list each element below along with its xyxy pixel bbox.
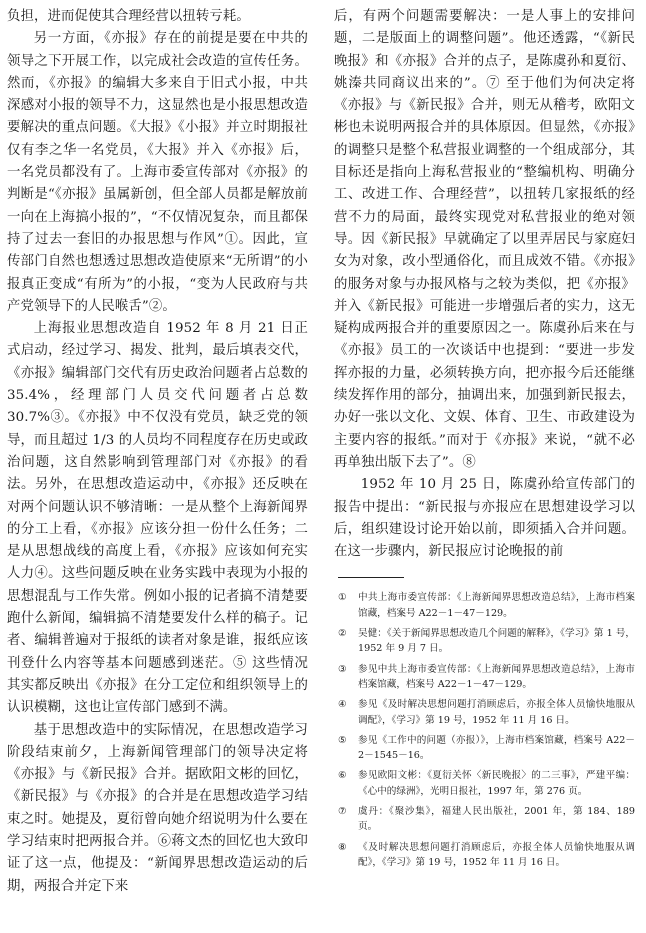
footnote-text: 虞丹：《聚沙集》，福建人民出版社，2001 年，第 184、189 页。 (358, 805, 635, 833)
right-column (334, 6, 635, 875)
footnote-text: 参见《及时解决思想问题打消顾虑后，亦报全体人员愉快地服从调配》，《学习》第 19 号，1952 年 11 月 16 日。 (358, 699, 635, 726)
footnote-text: 《及时解决思想问题打消顾虑后，亦报全体人员愉快地服从调配》，《学习》第 19 号，1952 年 11 月 16 日。 (358, 841, 635, 868)
left-paragraph-3: 上海报业思想改造自 1952 年 8 月 21 日正式启动，经过学习、揭发、批判，最后填表交代，《亦报》编辑部门交代有历史政治问题者占总数的 35.4%，经理部门人员交代问题者占总数 30.7%③。《亦报》中不仅没有党员，缺乏党的领导，而且超过 1/3 的人员均不同程度存在历史或政治问题，这自然影响到管理部门对《亦报》的看法。另外，在思想改造运动中，《亦报》还反映在对两个问题认识不够清晰：一是从整个上海新闻界的分工上看，《亦报》应该分担一份什么任务；二是从思想战线的高度上看，《亦报》应该如何充实人力④。这些问题反映在业务实践中表现为小报的思想混乱与工作失常。例如小报的记者搞不清楚要跑什么新闻，编辑搞不清楚要发什么样的稿子。记者、编辑普遍对于报纸的读者对象是谁，报纸应该刊登什么内容等基本问题感到迷茫。⑤ 这些情况其实都反映出《亦报》在分工定位和组织领导上的认识模糊，这也让宣传部门感到不满。 (7, 321, 308, 716)
left-paragraph-1: 负担，进而促使其合理经营以扭转亏耗。 (7, 9, 250, 24)
footnote-item (334, 590, 635, 621)
footnote-text: 中共上海市委宣传部：《上海新闻界思想改造总结》，上海市档案馆藏，档案号 A22－1－47－129。 (358, 592, 635, 619)
footnote-marker: ⑧ (338, 841, 347, 853)
footnote-list (334, 590, 635, 870)
left-column (7, 6, 308, 898)
footnote-text: 参见欧阳文彬：《夏衍关怀〈新民晚报〉的二三事》，严建平编：《心中的绿洲》，光明日报社，1997 年，第 276 页。 (358, 770, 635, 797)
left-paragraph-4: 基于思想改造中的实际情况，在思想改造学习阶段结束前夕，上海新闻管理部门的领导决定将《亦报》与《新民报》合并。据欧阳文彬的回忆，《新民报》与《亦报》的合并是在思想改造学习结束之时。她提及，夏衍曾向她介绍说明为什么要在学习结束时把两报合并。⑥蒋文杰的回忆也大致印证了这一点，他提及：“新闻界思想改造运动的后期，两报合并定下来 (7, 722, 308, 894)
footnote-marker: ⑤ (338, 734, 347, 746)
footnote-item (334, 626, 635, 657)
footnote-item (334, 804, 635, 835)
footnote-marker: ② (338, 628, 347, 640)
footnote-item (334, 768, 635, 799)
footnote-item (334, 697, 635, 728)
footnote-divider (338, 577, 404, 578)
footnote-marker: ⑥ (338, 770, 347, 782)
footnote-marker: ④ (338, 699, 347, 711)
right-paragraph-2: 1952 年 10 月 25 日，陈虞孙给宣传部门的报告中提出：“新民报与亦报应在思想建设学习以后，组织建设讨论开始以前，即须插入合并问题。在这一步骤内，新民报应讨论晚报的前 (334, 477, 635, 560)
left-paragraph-2: 另一方面，《亦报》存在的前提是要在中共的领导之下开展工作，以完成社会改造的宣传任务。然而，《亦报》的编辑大多来自于旧式小报，中共深感对小报的领导不力，这显然也是小报思想改造要解决的重点问题。《大报》《小报》并立时期报社仅有李之华一名党员，《大报》并入《亦报》后，一名党员都没有了。上海市委宣传部对《亦报》的判断是“《亦报》虽属新创，但全部人员都是解放前一向在上海搞小报的”，“不仅情况复杂，而且都保持了过去一套旧的办报思想与作风”①。因此，宣传部门自然也想透过思想改造使原来“无所谓”的小报真正变成“有所为”的小报，“变为人民政府与共产党领导下的人民喉舌”②。 (7, 31, 308, 314)
footnote-item (334, 733, 635, 764)
footnote-text: 参见中共上海市委宣传部：《上海新闻界思想改造总结》，上海市档案馆藏，档案号 A22－1－47－129。 (358, 663, 635, 690)
footnote-item (334, 662, 635, 693)
footnote-marker: ⑦ (338, 805, 347, 817)
footnote-item (334, 840, 635, 871)
footnote-marker: ① (338, 592, 347, 604)
footnote-text: 参见《工作中的问题（亦报）》，上海市档案馆藏，档案号 A22－2－1545－16。 (358, 734, 635, 762)
right-paragraph-1: 后，有两个问题需要解决：一是人事上的安排问题，二是版面上的调整问题”。他还透露，“《新民晚报》和《亦报》合并的点子，是陈虞孙和夏衍、姚溱共同商议出来的”。⑦ 至于他们为何决定将《亦报》与《新民报》合并，则无从稽考，欧阳文彬也未说明两报合并的具体原因。但显然，《亦报》的调整只是整个私营报业调整的一个组成部分，其目标还是指向上海私营报业的“整编机构、明确分工、改进工作、合理经营”，以扭转几家报纸的经营不力的局面，最终实现党对私营报业的绝对领导。因《新民报》早就确定了以里弄居民与家庭妇女为对象，改小型通俗化，而且成效不错。《亦报》的服务对象与办报风格与之较为类似，把《亦报》并入《新民报》可能进一步增强后者的实力，这无疑构成两报合并的重要原因之一。陈虞孙后来在与《亦报》员工的一次谈话中也提到：“要进一步发挥亦报的力量，必须转换方向，把亦报今后还能继续发挥作用的部分，抽调出来，加强到新民报去，办好一张以文化、文娱、体育、卫生、市政建设为主要内容的报纸。”而对于《亦报》来说，“就不必再单独出版下去了”。⑧ (334, 9, 635, 470)
footnote-text: 吴健：《关于新闻界思想改造几个问题的解释》，《学习》第 1 号，1952 年 9 月 7 日。 (358, 628, 635, 655)
footnote-marker: ③ (338, 663, 347, 675)
